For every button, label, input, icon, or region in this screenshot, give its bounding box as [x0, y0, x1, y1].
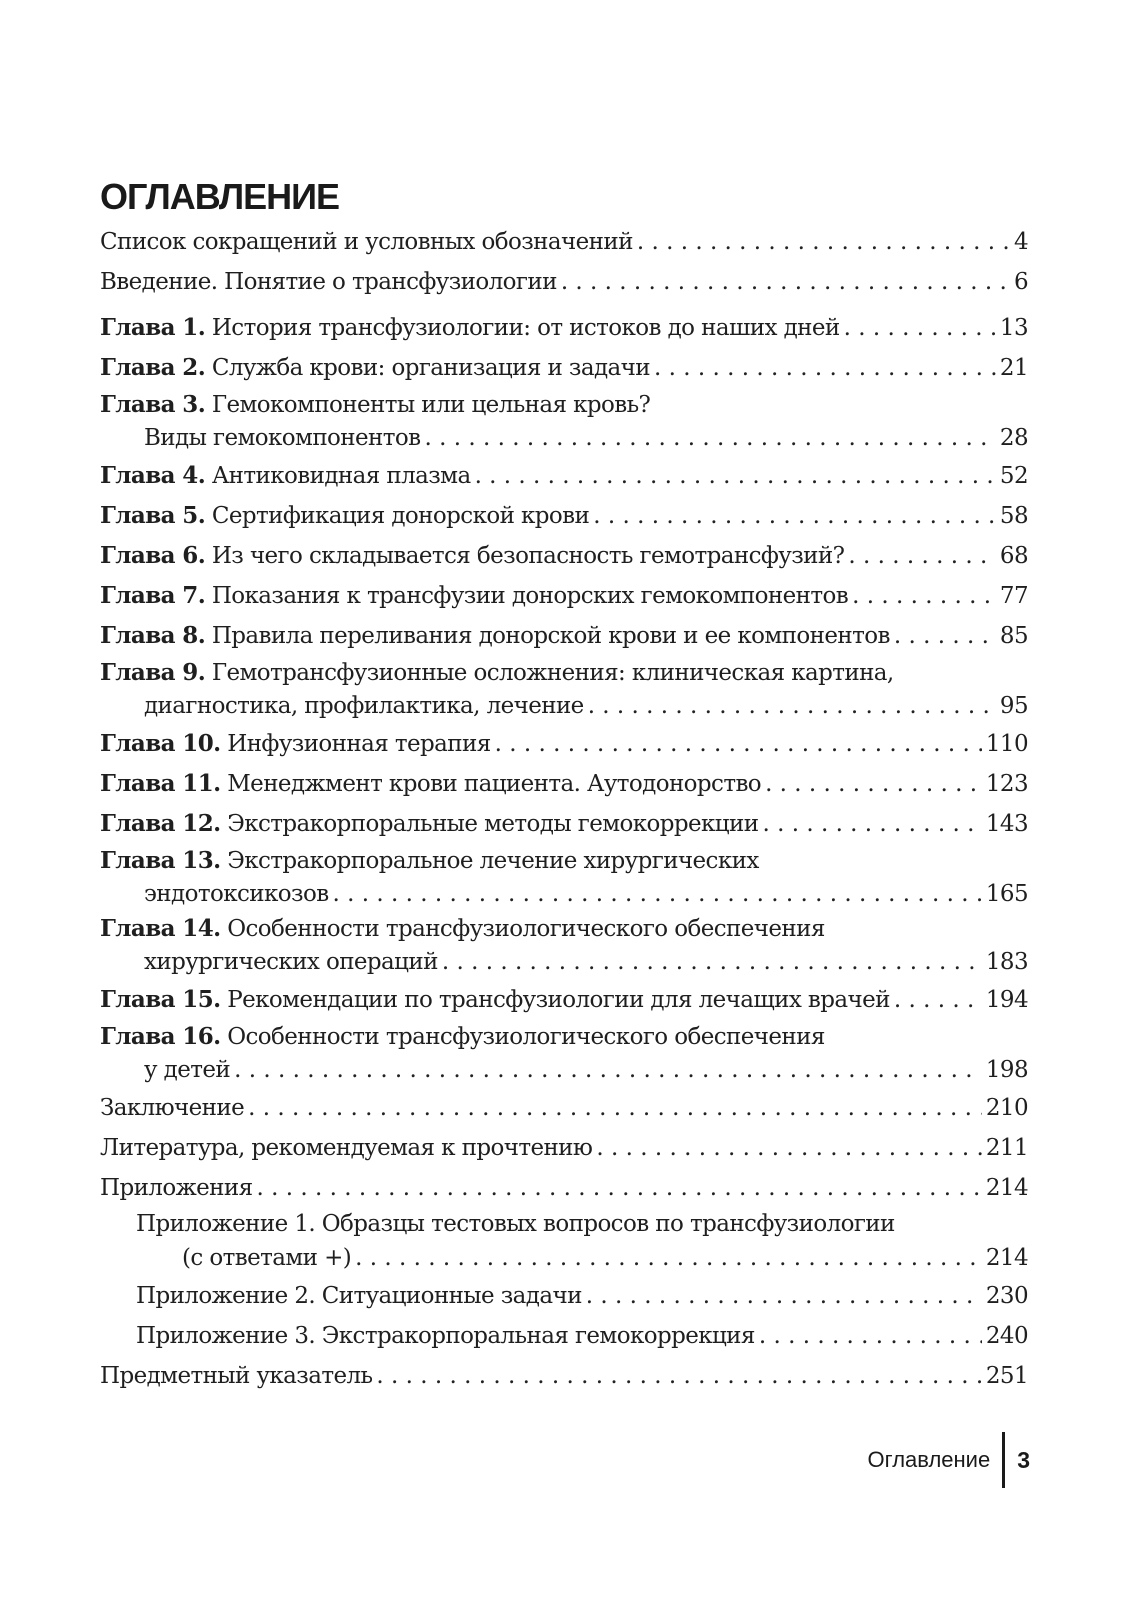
toc-page-number: 240 — [985, 1323, 1028, 1349]
dot-leader — [355, 1241, 982, 1276]
toc-page-number: 13 — [999, 315, 1028, 341]
dot-leader — [333, 877, 982, 912]
footer-label: Оглавление — [867, 1447, 991, 1472]
toc-entry-title: Антиковидная плазма — [211, 463, 471, 489]
toc-page-number: 123 — [985, 771, 1028, 797]
toc-page-number: 95 — [999, 693, 1028, 719]
toc-page-number: 251 — [985, 1363, 1028, 1389]
toc-page-number: 28 — [999, 425, 1028, 451]
toc-entry[interactable] — [100, 456, 1028, 496]
toc-entry[interactable] — [100, 656, 1028, 724]
dot-leader — [894, 616, 996, 656]
toc-entry[interactable] — [100, 912, 1028, 980]
chapter-number: Глава 11. — [100, 770, 221, 797]
toc-entry-title: Из чего складывается безопасность гемотрансфузий? — [211, 543, 845, 569]
toc-entry-title: Особенности трансфузиологического обеспечения — [227, 1024, 825, 1050]
toc-entry-title: Гемотрансфузионные осложнения: клиническая картина, — [211, 660, 894, 686]
toc-entry[interactable] — [100, 1088, 1028, 1128]
chapter-number: Глава 2. — [100, 354, 206, 381]
toc-entry-title: Служба крови: организация и задачи — [211, 355, 650, 381]
toc-entry[interactable] — [100, 764, 1028, 804]
toc-entry[interactable] — [100, 1276, 1028, 1316]
toc-entry[interactable] — [100, 388, 1028, 456]
toc-entry-continuation: эндотоксикозов — [144, 881, 329, 907]
dot-leader — [475, 456, 996, 496]
toc-entry[interactable] — [100, 1316, 1028, 1356]
toc-entry[interactable] — [100, 1356, 1028, 1396]
toc-entry-title: Сертификация донорской крови — [211, 503, 590, 529]
chapter-number: Глава 9. — [100, 659, 206, 686]
dot-leader — [234, 1053, 982, 1088]
dot-leader — [637, 222, 1010, 262]
footer-divider — [1002, 1432, 1005, 1488]
toc-entry-title: Показания к трансфузии донорских гемокомпонентов — [211, 583, 849, 609]
toc-page-number: 194 — [985, 987, 1028, 1013]
toc-page-number: 6 — [1013, 269, 1028, 295]
toc-entry-continuation: (с ответами +) — [182, 1245, 352, 1271]
toc-page-number: 85 — [999, 623, 1028, 649]
toc-entry-continuation: диагностика, профилактика, лечение — [144, 693, 584, 719]
toc-entry-title: Введение. Понятие о трансфузиологии — [100, 269, 557, 295]
chapter-number: Глава 10. — [100, 730, 221, 757]
dot-leader — [376, 1356, 981, 1396]
toc-entry-continuation: у детей — [144, 1057, 231, 1083]
chapter-number: Глава 4. — [100, 462, 206, 489]
toc-entry[interactable] — [100, 980, 1028, 1020]
toc-page-number: 58 — [999, 503, 1028, 529]
toc-page-number: 214 — [985, 1175, 1028, 1201]
dot-leader — [654, 348, 996, 388]
toc-entry[interactable] — [100, 724, 1028, 764]
chapter-number: Глава 3. — [100, 391, 206, 418]
dot-leader — [442, 945, 982, 980]
dot-leader — [561, 262, 1010, 302]
toc-entry[interactable] — [100, 222, 1028, 262]
chapter-number: Глава 7. — [100, 582, 206, 609]
toc-entry-title: Список сокращений и условных обозначений — [100, 229, 633, 255]
toc-page-number: 4 — [1013, 229, 1028, 255]
toc-entry[interactable] — [100, 308, 1028, 348]
toc-entry[interactable] — [100, 616, 1028, 656]
dot-leader — [588, 689, 996, 724]
toc-entry-title: Предметный указатель — [100, 1363, 373, 1389]
dot-leader — [762, 804, 981, 844]
toc-page-number: 110 — [985, 731, 1028, 757]
toc-entry[interactable] — [100, 576, 1028, 616]
page-title: ОГЛАВЛЕНИЕ — [100, 176, 340, 217]
toc-entry-title: Правила переливания донорской крови и ее компонентов — [211, 623, 890, 649]
toc-entry-title: Экстракорпоральное лечение хирургических — [227, 848, 759, 874]
toc-entry-title: Приложения — [100, 1175, 253, 1201]
running-footer — [868, 1432, 1030, 1488]
toc-page-number: 52 — [999, 463, 1028, 489]
toc-page-number: 211 — [985, 1135, 1028, 1161]
toc-entry[interactable] — [100, 496, 1028, 536]
toc-entry-title: Приложение 2. Ситуационные задачи — [136, 1283, 582, 1309]
toc-entry[interactable] — [100, 1020, 1028, 1088]
dot-leader — [759, 1316, 982, 1356]
toc-page-number: 214 — [985, 1245, 1028, 1271]
chapter-number: Глава 5. — [100, 502, 206, 529]
toc-page-number: 143 — [985, 811, 1028, 837]
toc-entry[interactable] — [100, 1208, 1028, 1276]
chapter-number: Глава 1. — [100, 314, 206, 341]
toc-entry[interactable] — [100, 1168, 1028, 1208]
toc-entry[interactable] — [100, 348, 1028, 388]
toc-page-number: 165 — [985, 881, 1028, 907]
toc-page-number: 68 — [999, 543, 1028, 569]
toc-page-number: 210 — [985, 1095, 1028, 1121]
toc-entry-continuation: хирургических операций — [144, 949, 438, 975]
chapter-number: Глава 14. — [100, 915, 221, 942]
toc-entry[interactable] — [100, 844, 1028, 912]
toc-entry[interactable] — [100, 262, 1028, 302]
chapter-number: Глава 16. — [100, 1023, 221, 1050]
dot-leader — [248, 1088, 982, 1128]
dot-leader — [257, 1168, 982, 1208]
page-number: 3 — [1017, 1446, 1030, 1473]
toc-entry-title: Приложение 1. Образцы тестовых вопросов по трансфузиологии — [136, 1211, 895, 1237]
dot-leader — [425, 421, 996, 456]
toc-entry-title: Рекомендации по трансфузиологии для лечащих врачей — [227, 987, 890, 1013]
chapter-number: Глава 13. — [100, 847, 221, 874]
dot-leader — [596, 1128, 982, 1168]
toc-entry-title: Особенности трансфузиологического обеспечения — [227, 916, 825, 942]
dot-leader — [495, 724, 982, 764]
dot-leader — [765, 764, 982, 804]
toc-page-number: 21 — [999, 355, 1028, 381]
toc-entry[interactable] — [100, 536, 1028, 576]
toc-entry-title: Экстракорпоральные методы гемокоррекции — [227, 811, 759, 837]
toc-entry[interactable] — [100, 1128, 1028, 1168]
chapter-number: Глава 8. — [100, 622, 206, 649]
toc-entry-title: Инфузионная терапия — [227, 731, 491, 757]
dot-leader — [894, 980, 982, 1020]
toc-page-number: 183 — [985, 949, 1028, 975]
dot-leader — [593, 496, 996, 536]
toc-page-number: 77 — [999, 583, 1028, 609]
dot-leader — [848, 536, 996, 576]
chapter-number: Глава 6. — [100, 542, 206, 569]
table-of-contents — [100, 222, 1028, 1396]
toc-entry-title: Заключение — [100, 1095, 245, 1121]
toc-entry-title: Менеджмент крови пациента. Аутодонорство — [227, 771, 762, 797]
dot-leader — [586, 1276, 982, 1316]
chapter-number: Глава 15. — [100, 986, 221, 1013]
toc-entry-title: Гемокомпоненты или цельная кровь? — [211, 392, 651, 418]
dot-leader — [852, 576, 996, 616]
toc-entry-title: Приложение 3. Экстракорпоральная гемокоррекция — [136, 1323, 755, 1349]
toc-entry-title: Литература, рекомендуемая к прочтению — [100, 1135, 593, 1161]
toc-entry-title: История трансфузиологии: от истоков до наших дней — [211, 315, 840, 341]
chapter-number: Глава 12. — [100, 810, 221, 837]
toc-entry[interactable] — [100, 804, 1028, 844]
toc-page-number: 198 — [985, 1057, 1028, 1083]
dot-leader — [844, 308, 996, 348]
toc-page-number: 230 — [985, 1283, 1028, 1309]
toc-entry-continuation: Виды гемокомпонентов — [144, 425, 421, 451]
